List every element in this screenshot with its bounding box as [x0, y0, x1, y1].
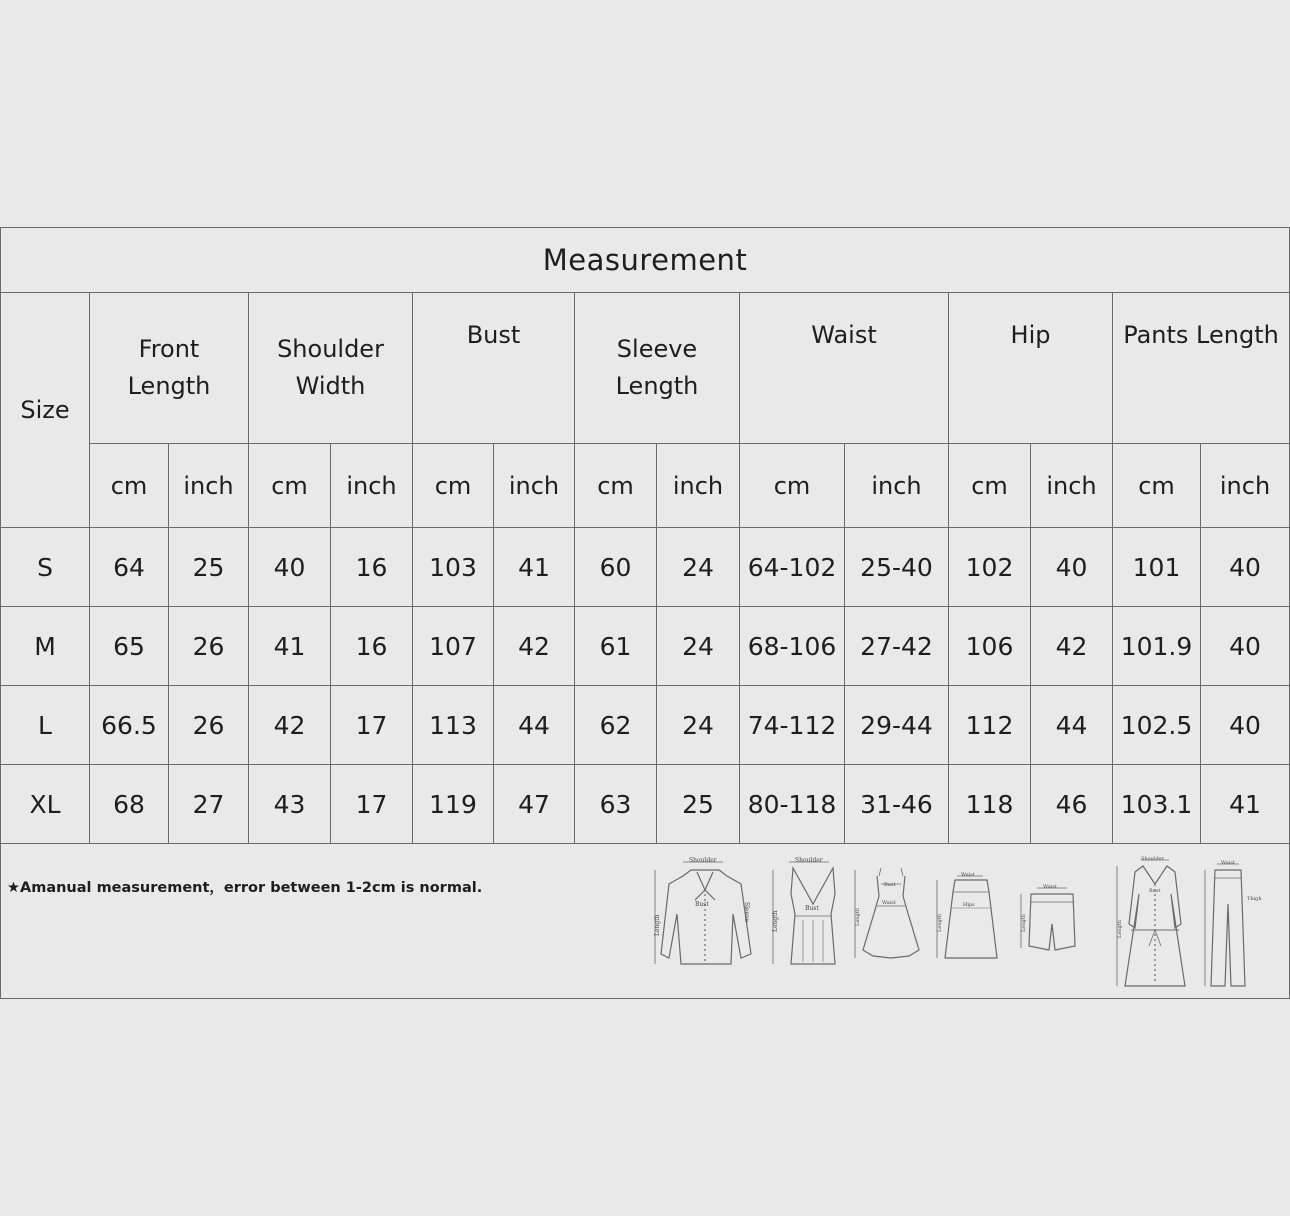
- unit-header: cm: [740, 444, 845, 528]
- measurement-cell: 41: [249, 607, 331, 686]
- shorts-length-label: Length: [1021, 914, 1027, 932]
- measurement-cell: 42: [249, 686, 331, 765]
- shorts-waist-label: Waist: [1043, 884, 1057, 890]
- size-label: S: [1, 528, 90, 607]
- measurement-footnote: ★Amanual measurement，error between 1-2cm is normal.: [7, 880, 483, 896]
- table-row: [1, 528, 1290, 607]
- measurement-cell: 31-46: [845, 765, 949, 844]
- measurement-cell: 101.9: [1113, 607, 1201, 686]
- measurement-cell: 65: [90, 607, 169, 686]
- dress-diagram-icon: [855, 868, 919, 958]
- measurement-cell: 102.5: [1113, 686, 1201, 765]
- size-column-header: Size: [1, 293, 90, 528]
- blouse-bust-label: Bust: [695, 901, 709, 908]
- measurement-cell: 68: [90, 765, 169, 844]
- measurement-cell: 60: [575, 528, 657, 607]
- footer-cell: [1, 844, 1290, 999]
- table-title: Measurement: [1, 228, 1290, 293]
- measurement-cell: 40: [249, 528, 331, 607]
- coat-shoulder-label: Shoulder: [1141, 856, 1165, 862]
- skirt-length-label: Length: [937, 914, 943, 932]
- unit-header: inch: [657, 444, 740, 528]
- measurement-cell: 103: [413, 528, 494, 607]
- measurement-cell: 24: [657, 686, 740, 765]
- measurement-cell: 119: [413, 765, 494, 844]
- column-header-5: Hip: [949, 293, 1113, 444]
- garment-diagrams: [641, 854, 1266, 994]
- column-header-1: Shoulder Width: [249, 293, 413, 444]
- table-row: [1, 607, 1290, 686]
- measurement-cell: 43: [249, 765, 331, 844]
- measurement-cell: 25: [169, 528, 249, 607]
- shorts-diagram-icon: [1021, 884, 1075, 950]
- measurement-cell: 103.1: [1113, 765, 1201, 844]
- unit-header: inch: [169, 444, 249, 528]
- unit-header: inch: [845, 444, 949, 528]
- dress-length-label: Length: [855, 908, 861, 926]
- measurement-cell: 106: [949, 607, 1031, 686]
- unit-header: cm: [413, 444, 494, 528]
- measurement-cell: 113: [413, 686, 494, 765]
- measurement-cell: 41: [494, 528, 575, 607]
- unit-header: cm: [249, 444, 331, 528]
- vest-shoulder-label: Shoulder: [795, 857, 823, 864]
- unit-header: inch: [1201, 444, 1290, 528]
- measurement-cell: 63: [575, 765, 657, 844]
- measurement-cell: 42: [494, 607, 575, 686]
- table-row: [1, 686, 1290, 765]
- blouse-diagram-icon: [654, 857, 751, 964]
- pants-waist-label: Waist: [1221, 860, 1235, 866]
- measurement-cell: 40: [1201, 607, 1290, 686]
- column-header-3: Sleeve Length: [575, 293, 740, 444]
- measurement-cell: 42: [1031, 607, 1113, 686]
- unit-header: cm: [949, 444, 1031, 528]
- measurement-cell: 107: [413, 607, 494, 686]
- vest-length-label: Length: [772, 910, 779, 932]
- measurement-cell: 26: [169, 607, 249, 686]
- coat-diagram-icon: [1117, 856, 1185, 986]
- measurement-cell: 101: [1113, 528, 1201, 607]
- measurement-cell: 40: [1201, 686, 1290, 765]
- skirt-waist-label: Waist: [961, 872, 975, 878]
- measurement-cell: 64: [90, 528, 169, 607]
- column-header-2: Bust: [413, 293, 575, 444]
- measurement-cell: 46: [1031, 765, 1113, 844]
- blouse-sleeve-label: Sleeve: [743, 902, 750, 923]
- blouse-shoulder-label: Shoulder: [689, 857, 717, 864]
- size-label: XL: [1, 765, 90, 844]
- column-header-6: Pants Length: [1113, 293, 1290, 444]
- measurement-cell: 44: [494, 686, 575, 765]
- measurement-cell: 62: [575, 686, 657, 765]
- measurement-cell: 68-106: [740, 607, 845, 686]
- measurement-cell: 29-44: [845, 686, 949, 765]
- column-header-4: Waist: [740, 293, 949, 444]
- measurement-cell: 17: [331, 686, 413, 765]
- size-label: L: [1, 686, 90, 765]
- measurement-cell: 102: [949, 528, 1031, 607]
- unit-header: inch: [494, 444, 575, 528]
- measurement-cell: 118: [949, 765, 1031, 844]
- dress-waist-label: Waist: [882, 900, 896, 906]
- vest-bust-label: Bust: [805, 905, 819, 912]
- unit-header: inch: [331, 444, 413, 528]
- column-header-0: Front Length: [90, 293, 249, 444]
- blouse-length-label: Length: [654, 914, 661, 936]
- measurement-cell: 66.5: [90, 686, 169, 765]
- dress-bust-label: Bust: [884, 882, 896, 888]
- size-label: M: [1, 607, 90, 686]
- unit-header: cm: [575, 444, 657, 528]
- measurement-cell: 61: [575, 607, 657, 686]
- measurement-cell: 16: [331, 607, 413, 686]
- vest-diagram-icon: [772, 857, 835, 964]
- measurement-cell: 40: [1031, 528, 1113, 607]
- measurement-cell: 64-102: [740, 528, 845, 607]
- measurement-cell: 24: [657, 528, 740, 607]
- table-row: [1, 765, 1290, 844]
- unit-header: inch: [1031, 444, 1113, 528]
- measurement-cell: 112: [949, 686, 1031, 765]
- measurement-table: [0, 227, 1290, 999]
- skirt-diagram-icon: [937, 872, 997, 958]
- measurement-cell: 17: [331, 765, 413, 844]
- measurement-cell: 25: [657, 765, 740, 844]
- measurement-cell: 74-112: [740, 686, 845, 765]
- skirt-hips-label: Hips: [963, 902, 975, 908]
- unit-header: cm: [1113, 444, 1201, 528]
- coat-length-label: Length: [1117, 920, 1123, 938]
- measurement-cell: 26: [169, 686, 249, 765]
- measurement-cell: 16: [331, 528, 413, 607]
- pants-thigh-label: Thigh: [1247, 896, 1262, 902]
- measurement-cell: 25-40: [845, 528, 949, 607]
- measurement-cell: 41: [1201, 765, 1290, 844]
- measurement-cell: 80-118: [740, 765, 845, 844]
- size-chart: [0, 227, 1290, 979]
- measurement-cell: 27-42: [845, 607, 949, 686]
- measurement-cell: 47: [494, 765, 575, 844]
- measurement-cell: 24: [657, 607, 740, 686]
- unit-header: cm: [90, 444, 169, 528]
- measurement-cell: 27: [169, 765, 249, 844]
- measurement-cell: 40: [1201, 528, 1290, 607]
- pants-diagram-icon: [1205, 860, 1262, 986]
- coat-bust-label: Bust: [1149, 888, 1161, 894]
- measurement-cell: 44: [1031, 686, 1113, 765]
